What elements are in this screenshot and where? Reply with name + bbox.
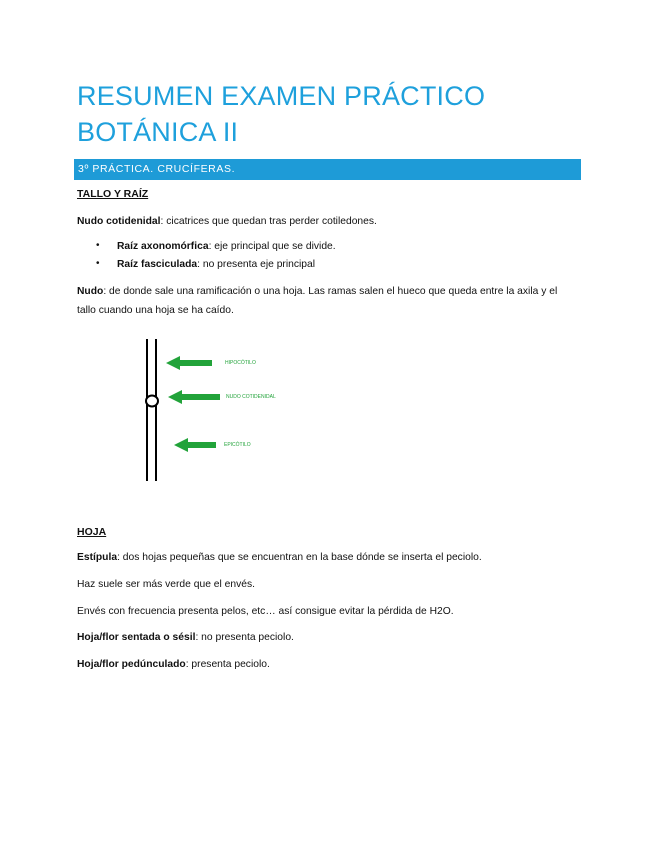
- sentada-term: Hoja/flor sentada o sésil: [77, 632, 196, 643]
- bullet-term: Raíz fasciculada: [117, 259, 198, 270]
- bullet-term: Raíz axonomórfica: [117, 241, 209, 252]
- nudo-para: [77, 282, 582, 320]
- arrow-nudo: [168, 390, 220, 404]
- pedunculado-term: Hoja/flor pedúnculado: [77, 659, 186, 670]
- node-circle: [146, 396, 158, 407]
- bullet-marker: •: [96, 240, 100, 251]
- title-line-2: BOTÁNICA II: [77, 117, 239, 147]
- arrow-hipocotilo: [166, 356, 212, 370]
- estipula-term: Estípula: [77, 552, 118, 563]
- haz-para: Haz suele ser más verde que el envés.: [77, 579, 255, 590]
- arrow-label: NUDO COTIDENIDAL: [226, 394, 276, 400]
- bullet-marker: •: [96, 258, 100, 269]
- nudo-cotidenidal-def: : cicatrices que quedan tras perder cotiledones.: [160, 216, 377, 227]
- tallo-heading: TALLO Y RAÍZ: [77, 188, 149, 200]
- section-heading: 3º PRÁCTICA. CRUCÍFERAS.: [78, 163, 236, 175]
- bullet-def: : no presenta eje principal: [197, 259, 316, 270]
- bullet-item: [117, 259, 315, 270]
- hoja-heading: HOJA: [77, 526, 107, 538]
- sentada-def: : no presenta peciolo.: [195, 632, 294, 643]
- estipula-para: [77, 548, 582, 567]
- arrow-label: EPICÓTILO: [224, 442, 251, 448]
- nudo-cotidenidal-para: [77, 212, 582, 231]
- estipula-def: : dos hojas pequeñas que se encuentran en la base dónde se inserta el peciolo.: [117, 552, 482, 563]
- section-heading-bar: [74, 159, 581, 180]
- stem-diagram: [130, 335, 290, 485]
- arrow-epicotilo: [174, 438, 216, 452]
- document-title: [77, 78, 485, 150]
- pedunculado-para: [77, 655, 582, 674]
- nudo-def-line2: tallo cuando una hoja se ha caído.: [77, 305, 234, 316]
- nudo-cotidenidal-term: Nudo cotidenidal: [77, 216, 161, 227]
- enves-para: Envés con frecuencia presenta pelos, etc… así consigue evitar la pérdida de H2O.: [77, 606, 454, 617]
- nudo-def-line1: : de donde sale una ramificación o una hoja. Las ramas salen el hueco que queda entre la axila y el: [103, 286, 558, 297]
- pedunculado-def: : presenta peciolo.: [185, 659, 270, 670]
- title-line-1: RESUMEN EXAMEN PRÁCTICO: [77, 81, 486, 111]
- bullet-item: [117, 241, 336, 252]
- nudo-term: Nudo: [77, 286, 104, 297]
- sentada-para: [77, 628, 582, 647]
- bullet-def: : eje principal que se divide.: [208, 241, 336, 252]
- arrow-label: HIPOCÓTILO: [225, 360, 256, 366]
